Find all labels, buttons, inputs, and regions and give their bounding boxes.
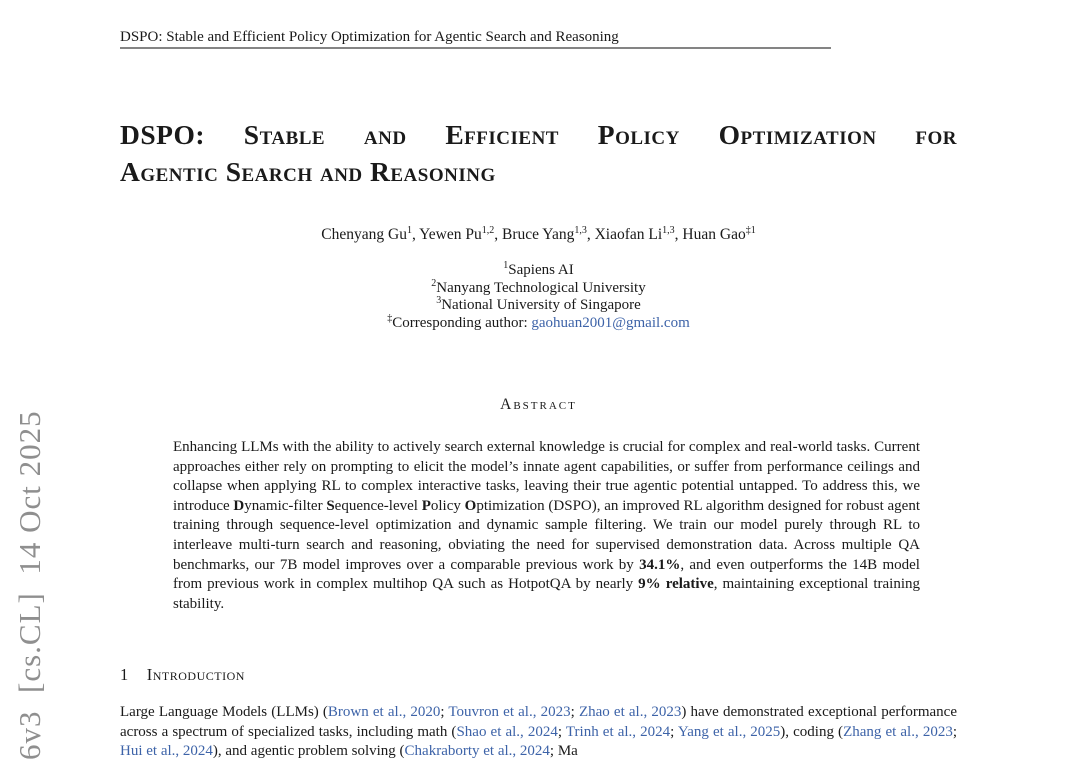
arxiv-stamp: 6v3 [cs.CL] 14 Oct 2025 — [12, 410, 47, 760]
text-span: , maintaining exceptional training stability. — [173, 576, 920, 612]
text-span: ; — [557, 723, 566, 740]
section-number: 1 — [120, 665, 129, 684]
author-separator: , — [586, 226, 595, 243]
author-affiliation-sup: 1 — [406, 224, 412, 236]
affiliation-line — [120, 312, 957, 333]
text-span: 34.1% — [639, 556, 681, 573]
author-affiliation-sup: 1,3 — [574, 224, 587, 236]
section-heading-introduction — [120, 665, 245, 685]
corresponding-author-label: Corresponding author: — [392, 314, 532, 331]
author-name: Xiaofan Li — [594, 226, 663, 243]
affiliation-text: National University of Singapore — [441, 297, 641, 313]
author-name: Bruce Yang — [502, 226, 575, 243]
paper-title-line2: Agentic Search and Reasoning — [120, 156, 496, 187]
author-separator: , — [411, 226, 420, 243]
text-span: Large Language Models (LLMs) ( — [120, 704, 328, 720]
affiliation-text: Nanyang Technological University — [436, 279, 646, 296]
author-separator: , — [494, 226, 502, 243]
citation-link[interactable]: Touvron et al., 2023 — [448, 704, 571, 720]
email-link[interactable]: gaohuan2001@gmail.com — [531, 314, 690, 331]
affiliation-line — [120, 262, 957, 280]
affiliation-sup: 1 — [503, 260, 509, 271]
citation-link[interactable]: Shao et al., 2024 — [456, 723, 558, 740]
citation-link[interactable]: Zhao et al., 2023 — [578, 704, 682, 720]
abstract-text — [173, 438, 920, 614]
text-span: O — [464, 497, 477, 514]
affiliation-sup: 2 — [431, 277, 437, 289]
affiliation-sup: ‡ — [387, 312, 393, 324]
affiliation-line — [120, 277, 957, 298]
text-span: ; — [570, 704, 579, 720]
introduction-text — [120, 703, 957, 762]
text-span: P — [421, 497, 431, 514]
running-header: DSPO: Stable and Efficient Policy Optimization for Agentic Search and Reasoning — [120, 29, 619, 45]
text-span: ; — [952, 723, 957, 740]
citation-link[interactable]: Chakraborty et al., 2024 — [404, 743, 550, 759]
affiliation-text: Sapiens AI — [508, 262, 574, 278]
text-span: 9% relative — [638, 576, 714, 593]
author-affiliation-sup: 1,2 — [481, 224, 495, 236]
author-affiliation-sup: 1,3 — [662, 224, 675, 236]
text-span: ) have demonstrated exceptional performance across a spectrum of specialized tasks, including math ( — [120, 704, 958, 740]
paper-title — [120, 116, 957, 190]
author-separator: , — [674, 226, 683, 243]
text-span: ), and agentic problem solving ( — [212, 743, 405, 759]
citation-link[interactable]: Zhang et al., 2023 — [843, 723, 953, 740]
text-span: Enhancing LLMs with the ability to actively search external knowledge is crucial for complex and real-world tasks. Current approaches either rely on prompting to elicit the model’s innate agent capabilities, or suffer from performance ceilings and collapse when applying RL to complex interactive tasks, leaving their true agentic potential untapped. To address this, we introduce — [173, 439, 920, 514]
affiliation-line — [120, 297, 957, 315]
text-span: ynamic-filter — [244, 497, 327, 514]
text-span: ; — [440, 704, 449, 720]
author-name: Huan Gao — [682, 226, 746, 243]
text-span: S — [326, 497, 335, 514]
affiliation-sup: 3 — [436, 295, 442, 306]
paper-title-line1: DSPO: Stable and Efficient Policy Optimization for — [120, 119, 957, 150]
author-name: Yewen Pu — [419, 226, 482, 243]
author-list — [120, 226, 957, 244]
text-span: ; Ma — [549, 743, 578, 759]
citation-link[interactable]: Trinh et al., 2024 — [565, 723, 671, 740]
abstract-heading: Abstract — [500, 396, 577, 413]
section-title: Introduction — [146, 665, 245, 684]
text-span: D — [233, 497, 245, 514]
text-span: ), coding ( — [780, 723, 844, 740]
author-name: Chenyang Gu — [321, 226, 407, 243]
citation-link[interactable]: Yang et al., 2025 — [677, 723, 781, 740]
text-span: , and even outperforms the 14B model from previous work in complex multihop QA such as HotpotQA by nearly — [173, 556, 920, 593]
affiliation-list — [120, 262, 957, 332]
text-span: ; — [670, 723, 678, 740]
citation-link[interactable]: Brown et al., 2020 — [327, 704, 441, 720]
citation-link[interactable]: Hui et al., 2024 — [120, 743, 213, 759]
text-span: ptimization (DSPO), an improved RL algorithm designed for robust agent training through sequence-level optimization and dynamic sample filtering. We train our model purely through RL to interleave multi-turn search and reasoning, obviating the need for supervised demonstration data. Across multiple QA benchmarks, our 7B model improves over a comparable previous work by — [173, 497, 920, 573]
author-affiliation-sup: ‡1 — [745, 224, 756, 236]
text-span: equence-level — [334, 497, 422, 514]
header-rule — [120, 47, 831, 49]
text-span: olicy — [430, 497, 465, 514]
